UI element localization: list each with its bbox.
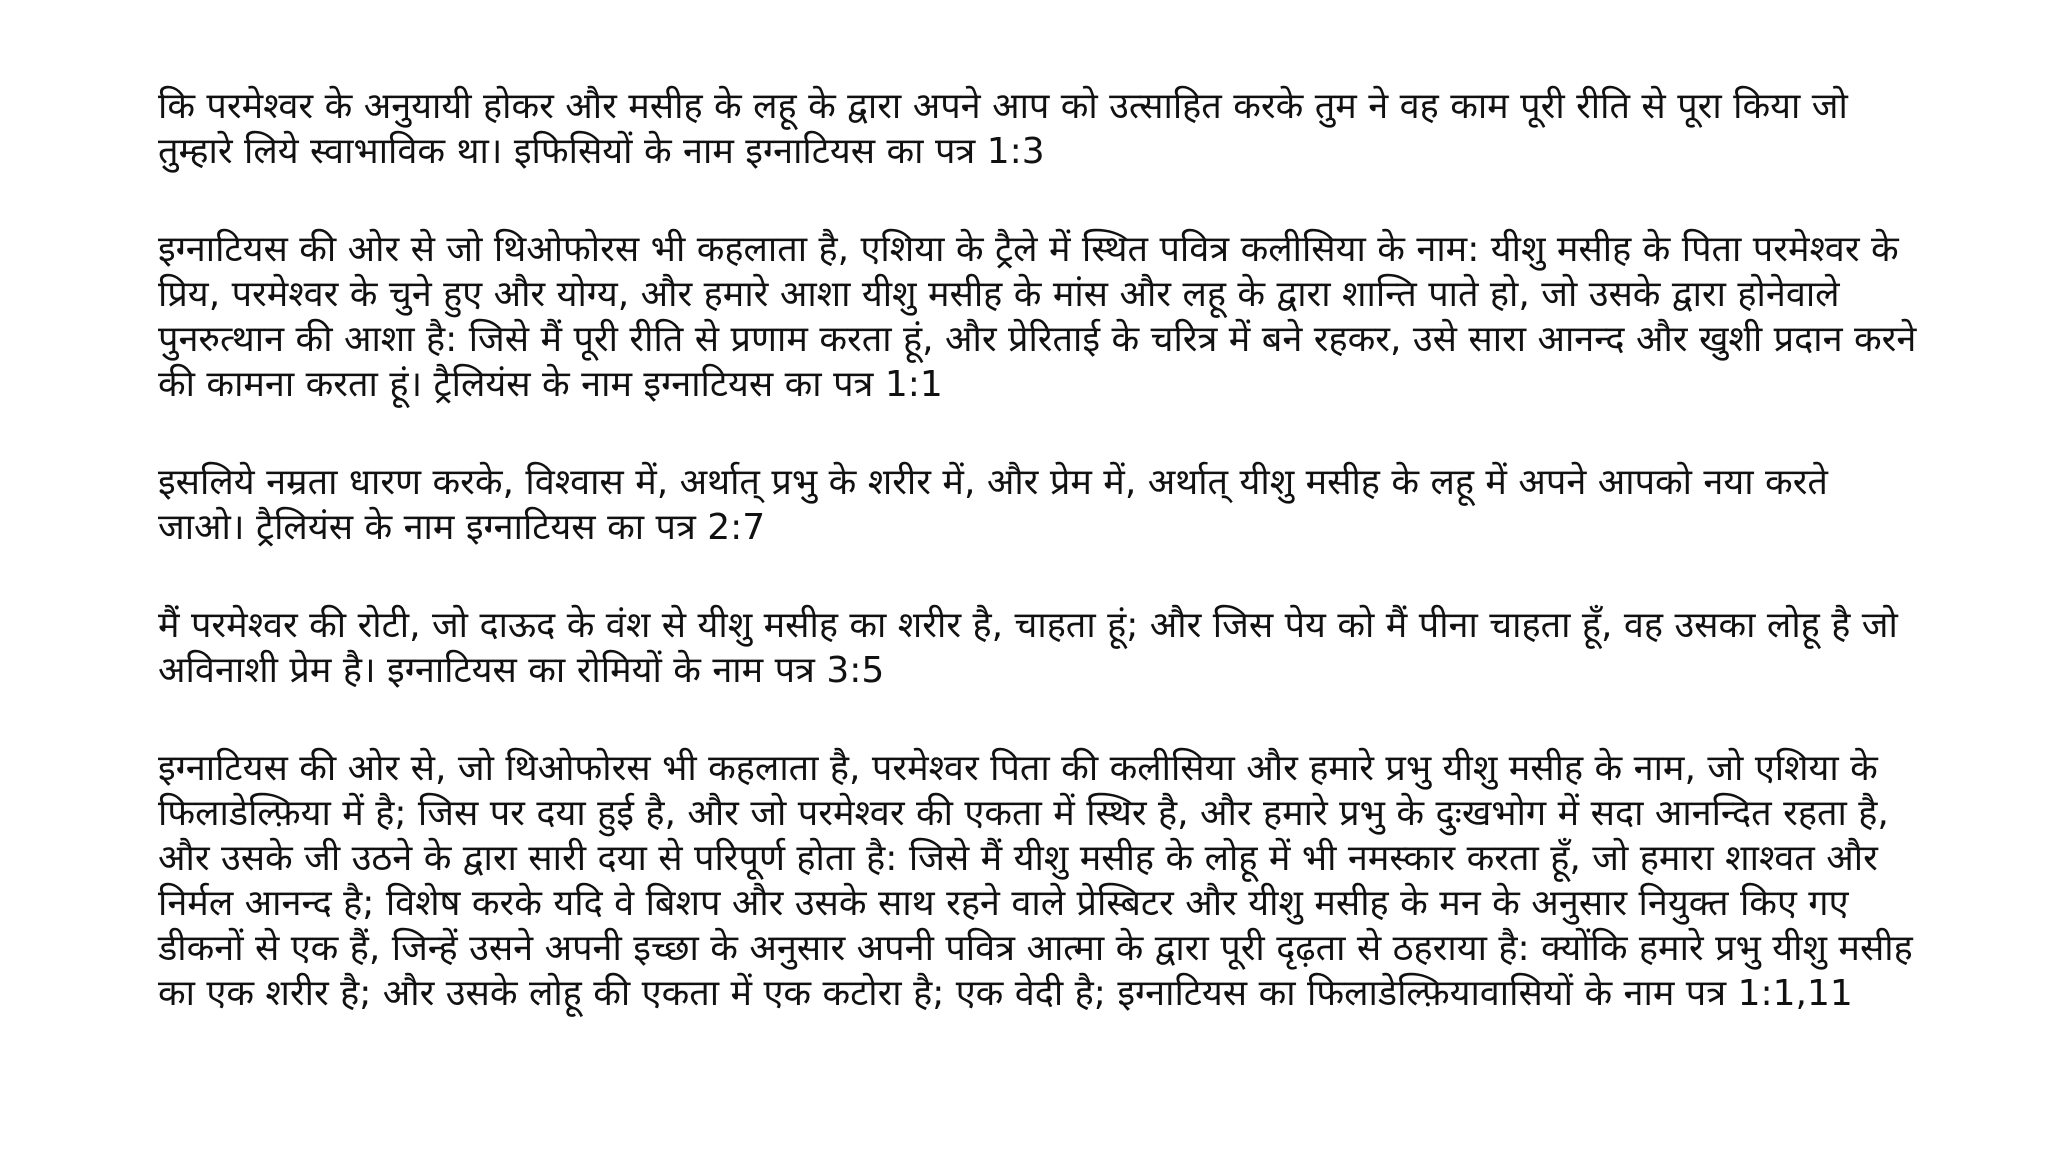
document-body <box>158 84 1918 1016</box>
paragraph-romans-3-5: मैं परमेश्वर की रोटी, जो दाऊद के वंश से यीशु मसीह का शरीर है, चाहता हूं; और जिस पेय को मैं पीना चाहता हूँ, वह उसका लोहू है जो अविनाशी प्रेम है। इग्नाटियस का रोमियों के नाम पत्र 3:5 <box>158 605 1898 691</box>
paragraph-trallians-1-1: इग्नाटियस की ओर से जो थिओफोरस भी कहलाता है, एशिया के ट्रैले में स्थित पवित्र कलीसिया के नाम: यीशु मसीह के पिता परमेश्वर के प्रिय, परमेश्वर के चुने हुए और योग्य, और हमारे आशा यीशु मसीह के मांस और लहू के द्वारा शान्ति पाते हो, जो उसके द्वारा होनेवाले पुनरुत्थान की आशा है: जिसे मैं पूरी रीति से प्रणाम करता हूं, और प्रेरिताई के चरित्र में बने रहकर, उसे सारा आनन्द और खुशी प्रदान करने की कामना करता हूं। ट्रैलियंस के नाम इग्नाटियस का पत्र 1:1 <box>158 229 1917 405</box>
paragraph-trallians-2-7: इसलिये नम्रता धारण करके, विश्वास में, अर्थात् प्रभु के शरीर में, और प्रेम में, अर्थात् यीशु मसीह के लहू में अपने आपको नया करते जाओ। ट्रैलियंस के नाम इग्नाटियस का पत्र 2:7 <box>158 462 1828 548</box>
paragraph-ephesians-1-3: कि परमेश्वर के अनुयायी होकर और मसीह के लहू के द्वारा अपने आप को उत्साहित करके तुम ने वह काम पूरी रीति से पूरा किया जो तुम्हारे लिये स्वाभाविक था। इफिसियों के नाम इग्नाटियस का पत्र 1:3 <box>158 86 1848 172</box>
paragraph-philadelphians-1-1-11: इग्नाटियस की ओर से, जो थिओफोरस भी कहलाता है, परमेश्वर पिता की कलीसिया और हमारे प्रभु यीशु मसीह के नाम, जो एशिया के फिलाडेल्फ़िया में है; जिस पर दया हुई है, और जो परमेश्वर की एकता में स्थिर है, और हमारे प्रभु के दुःखभोग में सदा आनन्दित रहता है, और उसके जी उठने के द्वारा सारी दया से परिपूर्ण होता है: जिसे मैं यीशु मसीह के लोहू में भी नमस्कार करता हूँ, जो हमारा शाश्वत और निर्मल आनन्द है; विशेष करके यदि वे बिशप और उसके साथ रहने वाले प्रेस्बिटर और यीशु मसीह के मन के अनुसार नियुक्त किए गए डीकनों से एक हैं, जिन्हें उसने अपनी इच्छा के अनुसार अपनी पवित्र आत्मा के द्वारा पूरी दृढ़ता से ठहराया है: क्योंकि हमारे प्रभु यीशु मसीह का एक शरीर है; और उसके लोहू की एकता में एक कटोरा है; एक वेदी है; इग्नाटियस का फिलाडेल्फ़ियावासियों के नाम पत्र 1:1,11 <box>158 748 1913 1014</box>
